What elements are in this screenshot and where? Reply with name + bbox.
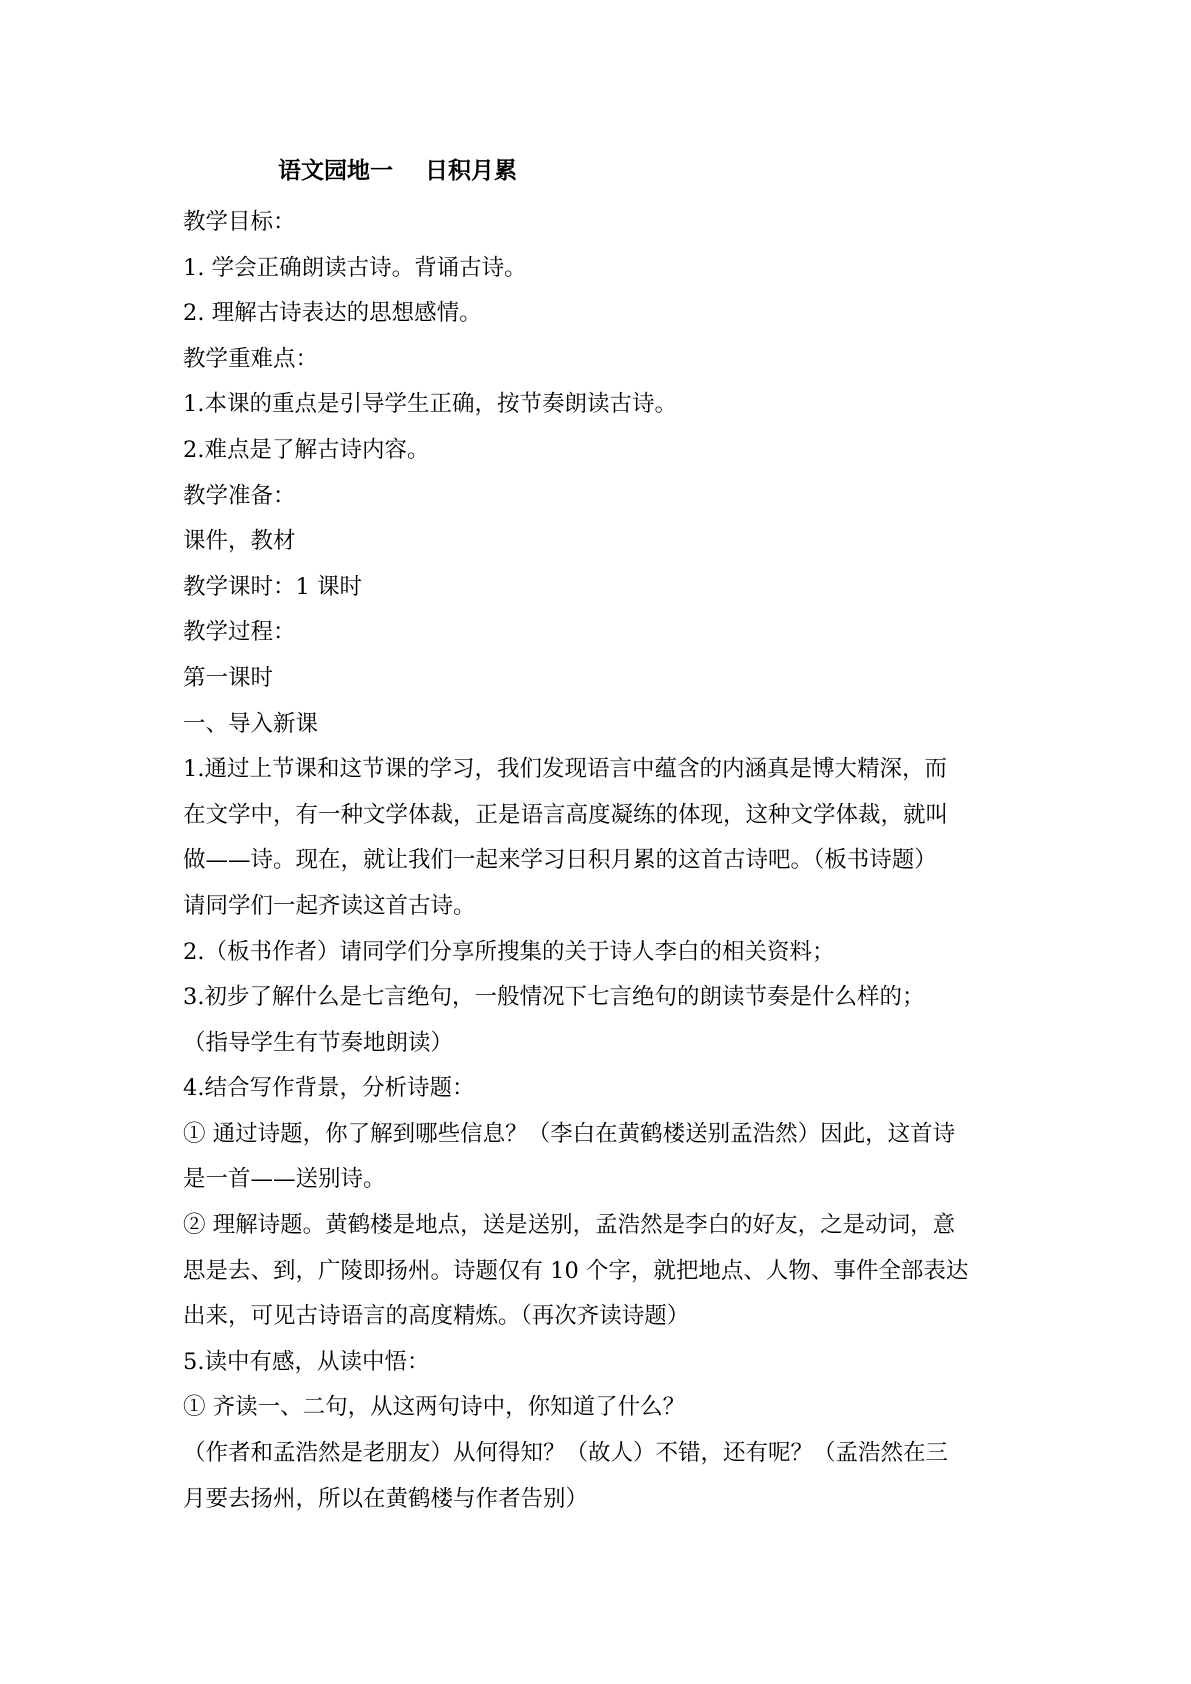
paragraph: 月要去扬州，所以在黄鹤楼与作者告别）	[183, 1485, 589, 1512]
paragraph: 教学过程：	[183, 619, 296, 646]
paragraph: 教学课时：1 课时	[183, 573, 362, 600]
paragraph: 思是去、到，广陵即扬州。诗题仅有 10 个字，就把地点、人物、事件全部表达	[183, 1257, 969, 1284]
paragraph: ① 齐读一、二句，从这两句诗中，你知道了什么？	[183, 1394, 686, 1421]
paragraph: 3.初步了解什么是七言绝句，一般情况下七言绝句的朗读节奏是什么样的；	[183, 984, 925, 1011]
paragraph: 2.（板书作者）请同学们分享所搜集的关于诗人李白的相关资料；	[183, 938, 835, 965]
paragraph: 1.通过上节课和这节课的学习，我们发现语言中蕴含的内涵真是博大精深，而	[183, 756, 947, 783]
paragraph: 1.本课的重点是引导学生正确，按节奏朗读古诗。	[183, 391, 677, 418]
paragraph: 2. 理解古诗表达的思想感情。	[183, 300, 482, 327]
paragraph: 是一首——送别诗。	[183, 1166, 386, 1193]
paragraph: ② 理解诗题。黄鹤楼是地点，送是送别，孟浩然是李白的好友，之是动词，意	[183, 1212, 956, 1239]
paragraph: 在文学中，有一种文学体裁，正是语言高度凝练的体现，这种文学体裁，就叫	[183, 801, 949, 828]
paragraph: 4.结合写作背景，分析诗题：	[183, 1075, 475, 1102]
paragraph: 请同学们一起齐读这首古诗。	[183, 892, 476, 919]
paragraph: ① 通过诗题，你了解到哪些信息？（李白在黄鹤楼送别孟浩然）因此，这首诗	[183, 1120, 956, 1147]
paragraph: 做——诗。现在，就让我们一起来学习日积月累的这首古诗吧。（板书诗题）	[183, 847, 937, 874]
document-body	[183, 200, 1020, 1522]
paragraph: 2.难点是了解古诗内容。	[183, 436, 430, 463]
paragraph: 教学目标：	[183, 209, 296, 235]
paragraph: 1. 学会正确朗读古诗。背诵古诗。	[183, 254, 527, 281]
paragraph: 出来，可见古诗语言的高度精炼。（再次齐读诗题）	[183, 1303, 690, 1330]
paragraph: （作者和孟浩然是老朋友）从何得知？（故人）不错，还有呢？（孟浩然在三	[183, 1440, 949, 1467]
paragraph: 教学重难点：	[183, 345, 319, 372]
document-title: 语文园地一 日积月累	[278, 157, 518, 184]
paragraph: 第一课时	[183, 664, 274, 691]
paragraph: （指导学生有节奏地朗读）	[183, 1029, 454, 1056]
paragraph: 5.读中有感，从读中悟：	[183, 1348, 430, 1375]
paragraph: 教学准备：	[183, 482, 296, 509]
paragraph: 课件，教材	[183, 528, 296, 555]
paragraph: 一、导入新课	[183, 710, 319, 737]
